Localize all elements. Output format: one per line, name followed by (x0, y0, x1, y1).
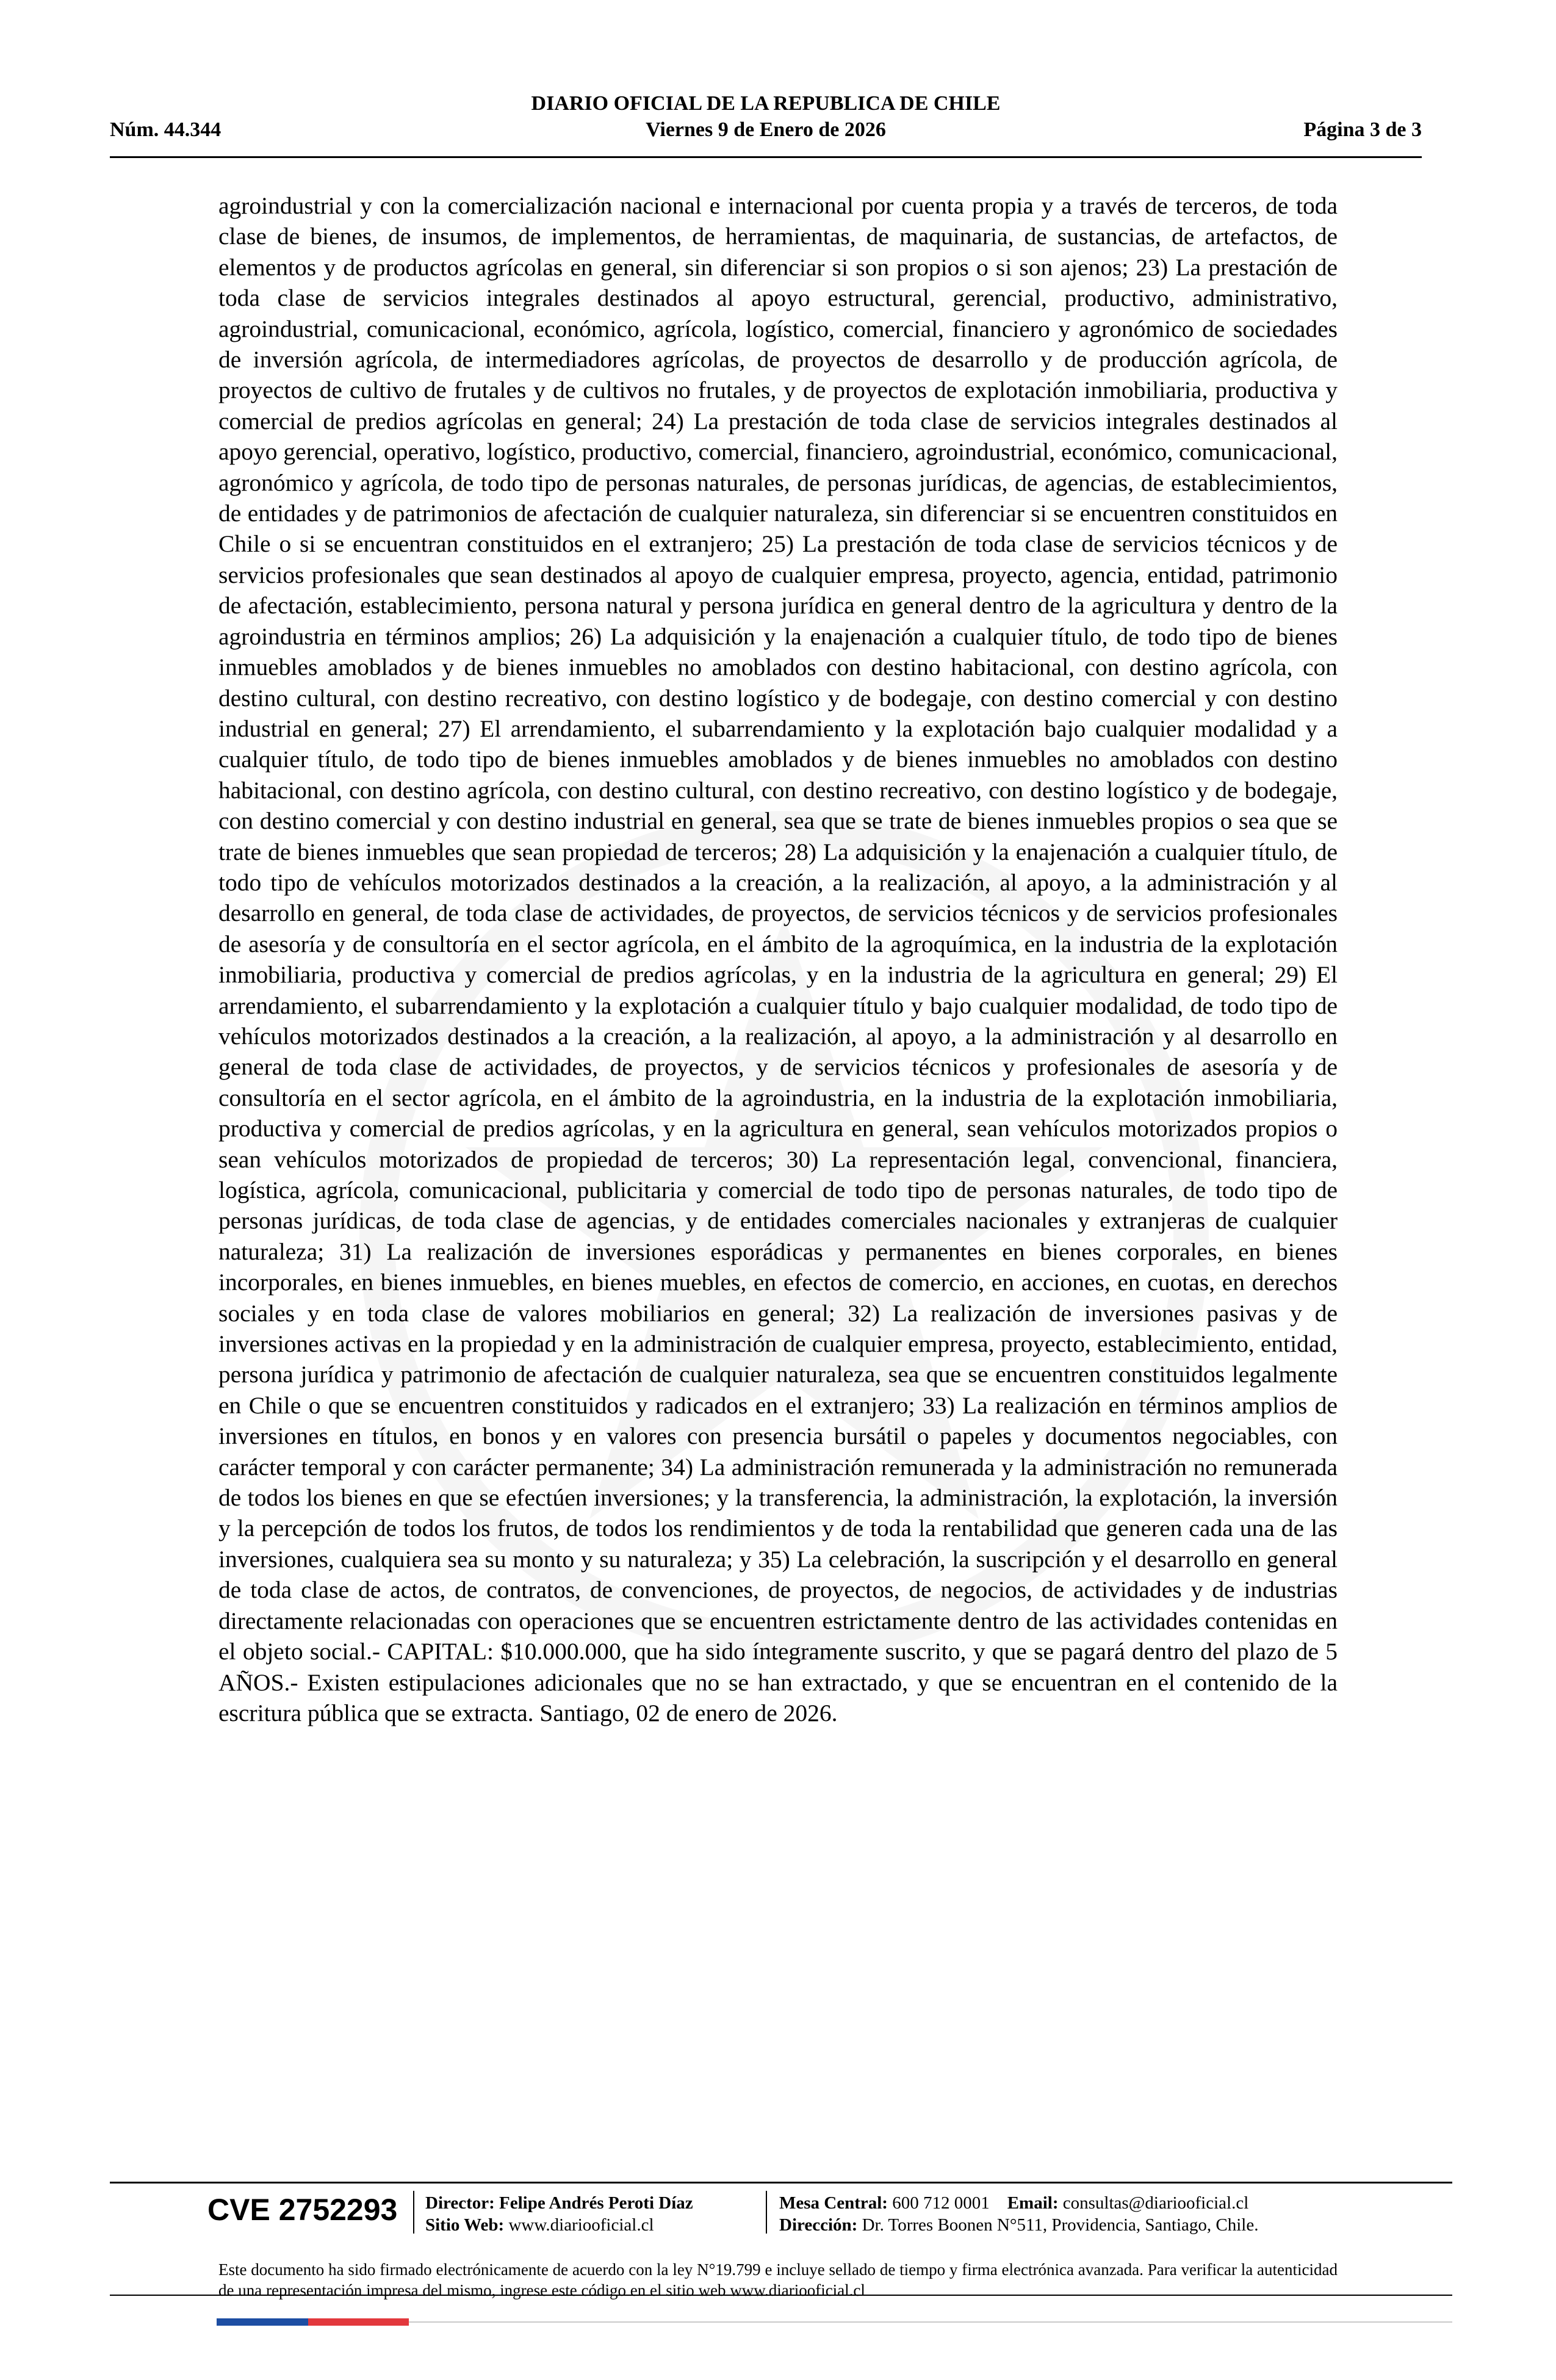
footer-divider (110, 2182, 1452, 2183)
flag-red (308, 2318, 409, 2326)
signature-notice: Este documento ha sido firmado electrónicamente de acuerdo con la ley N°19.799 e incluye sellado de tiempo y firma electrónica avanzada. Para verificar la autenticidad de una representación impresa del mismo, ingrese este código en el sitio web www.diariooficial.cl (218, 2260, 1338, 2299)
publication-title: DIARIO OFICIAL DE LA REPUBLICA DE CHILE (531, 92, 1001, 115)
director-name: Felipe Andrés Peroti Díaz (499, 2193, 693, 2213)
page-header (110, 92, 1422, 144)
website-label: Sitio Web: (425, 2215, 505, 2235)
footer-separator (766, 2191, 767, 2234)
address-label: Dirección: (779, 2215, 858, 2235)
flag-stripe (217, 2318, 409, 2326)
email-link[interactable]: consultas@diariooficial.cl (1062, 2193, 1249, 2213)
website-link[interactable]: www.diariooficial.cl (508, 2215, 654, 2235)
header-divider (110, 156, 1422, 158)
page-indicator: Página 3 de 3 (1303, 118, 1422, 141)
mesa-label: Mesa Central: (779, 2193, 888, 2213)
address-value: Dr. Torres Boonen N°511, Providencia, Santiago, Chile. (862, 2215, 1259, 2235)
issue-date: Viernes 9 de Enero de 2026 (646, 118, 886, 141)
flag-line (409, 2321, 1452, 2323)
mesa-phone: 600 712 0001 (892, 2193, 990, 2213)
footer-separator (413, 2191, 414, 2234)
cve-code: CVE 2752293 (207, 2193, 398, 2227)
flag-blue (217, 2318, 308, 2326)
email-label: Email: (1007, 2193, 1059, 2213)
footer-contact-block (779, 2192, 1258, 2236)
document-body: agroindustrial y con la comercialización nacional e internacional por cuenta propia y a través de terceros, de toda clase de bienes, de insumos, de implementos, de herramientas, de maquinaria, de sustancias, de artefactos, de elementos y de productos agrícolas en general, sin diferenciar si son propios o si son ajenos; 23) La prestación de toda clase de servicios integrales destinados al apoyo estructural, gerencial, productivo, administrativo, agroindustrial, comunicacional, económico, agrícola, logístico, comercial, financiero y agronómico de sociedades de inversión agrícola, de intermediadores agrícolas, de proyectos de desarrollo y de producción agrícola, de proyectos de cultivo de frutales y de cultivos no frutales, y de proyectos de explotación inmobiliaria, productiva y comercial de predios agrícolas en general; 24) La prestación de toda clase de servicios integrales destinados al apoyo gerencial, operativo, logístico, productivo, comercial, financiero, agroindustrial, económico, comunicacional, agronómico y agrícola, de todo tipo de personas naturales, de personas jurídicas, de agencias, de establecimientos, de entidades y de patrimonios de afectación de cualquier naturaleza, sin diferenciar si se encuentren constituidos en Chile o si se encuentran constituidos en el extranjero; 25) La prestación de toda clase de servicios técnicos y de servicios profesionales que sean destinados al apoyo de cualquier empresa, proyecto, agencia, entidad, patrimonio de afectación, establecimiento, persona natural y persona jurídica en general dentro de la agricultura y dentro de la agroindustria en términos amplios; 26) La adquisición y la enajenación a cualquier título, de todo tipo de bienes inmuebles amoblados y de bienes inmuebles no amoblados con destino habitacional, con destino agrícola, con destino cultural, con destino recreativo, con destino logístico y de bodegaje, con destino comercial y con destino industrial en general; 27) El arrendamiento, el subarrendamiento y la explotación bajo cualquier modalidad y a cualquier título, de todo tipo de bienes inmuebles amoblados y de bienes inmuebles no amoblados con destino habitacional, con destino agrícola, con destino cultural, con destino recreativo, con destino logístico y de bodegaje, con destino comercial y con destino industrial en general, sea que se trate de bienes inmuebles propios o sea que se trate de bienes inmuebles que sean propiedad de terceros; 28) La adquisición y la enajenación a cualquier título, de todo tipo de vehículos motorizados destinados a la creación, a la realización, al apoyo, a la administración y al desarrollo en general, de toda clase de actividades, de proyectos, de servicios técnicos y de servicios profesionales de asesoría y de consultoría en el sector agrícola, en el ámbito de la agroquímica, en la industria de la explotación inmobiliaria, productiva y comercial de predios agrícolas, y en la industria de la agricultura en general; 29) El arrendamiento, el subarrendamiento y la explotación a cualquier título y bajo cualquier modalidad, de todo tipo de vehículos motorizados destinados a la creación, a la realización, al apoyo, a la administración y al desarrollo en general de toda clase de actividades, de proyectos, y de servicios técnicos y profesionales de asesoría y de consultoría en el sector agrícola, en el ámbito de la agroindustria, en la industria de la explotación inmobiliaria, productiva y comercial de predios agrícolas, y en la agricultura en general, sean vehículos motorizados propios o sean vehículos motorizados de propiedad de terceros; 30) La representación legal, convencional, financiera, logística, agrícola, comunicacional, publicitaria y comercial de todo tipo de personas naturales, de todo tipo de personas jurídicas, de toda clase de agencias, y de entidades comerciales nacionales y extranjeras de cualquier naturaleza; 31) La realización de inversiones esporádicas y permanentes en bienes corporales, en bienes incorporales, en bienes inmuebles, en bienes muebles, en efectos de comercio, en acciones, en cuotas, en derechos sociales y en toda clase de valores mobiliarios en general; 32) La realización de inversiones pasivas y de inversiones activas en la propiedad y en la administración de cualquier empresa, proyecto, establecimiento, entidad, persona jurídica y patrimonio de afectación de cualquier naturaleza, sea que se encuentren constituidos legalmente en Chile o que se encuentren constituidos y radicados en el extranjero; 33) La realización en términos amplios de inversiones en títulos, en bonos y en valores con presencia bursátil o papeles y documentos negociables, con carácter temporal y con carácter permanente; 34) La administración remunerada y la administración no remunerada de todos los bienes en que se efectúen inversiones; y la transferencia, la administración, la explotación, la inversión y la percepción de todos los frutos, de todos los rendimientos y de toda la rentabilidad que generen cada una de las inversiones, cualquiera sea su monto y su naturaleza; y 35) La celebración, la suscripción y el desarrollo en general de toda clase de actos, de contratos, de convenciones, de proyectos, de negocios, de actividades y de industrias directamente relacionadas con operaciones que se encuentren estrictamente dentro de las actividades contenidas en el objeto social.- CAPITAL: $10.000.000, que ha sido íntegramente suscrito, y que se pagará dentro del plazo de 5 AÑOS.- Existen estipulaciones adicionales que no se han extractado, y que se encuentran en el contenido de la escritura pública que se extracta. Santiago, 02 de enero de 2026. (218, 192, 1338, 1726)
director-label: Director: (425, 2193, 495, 2213)
footer-director-block (425, 2192, 693, 2236)
issue-number: Núm. 44.344 (110, 118, 222, 141)
